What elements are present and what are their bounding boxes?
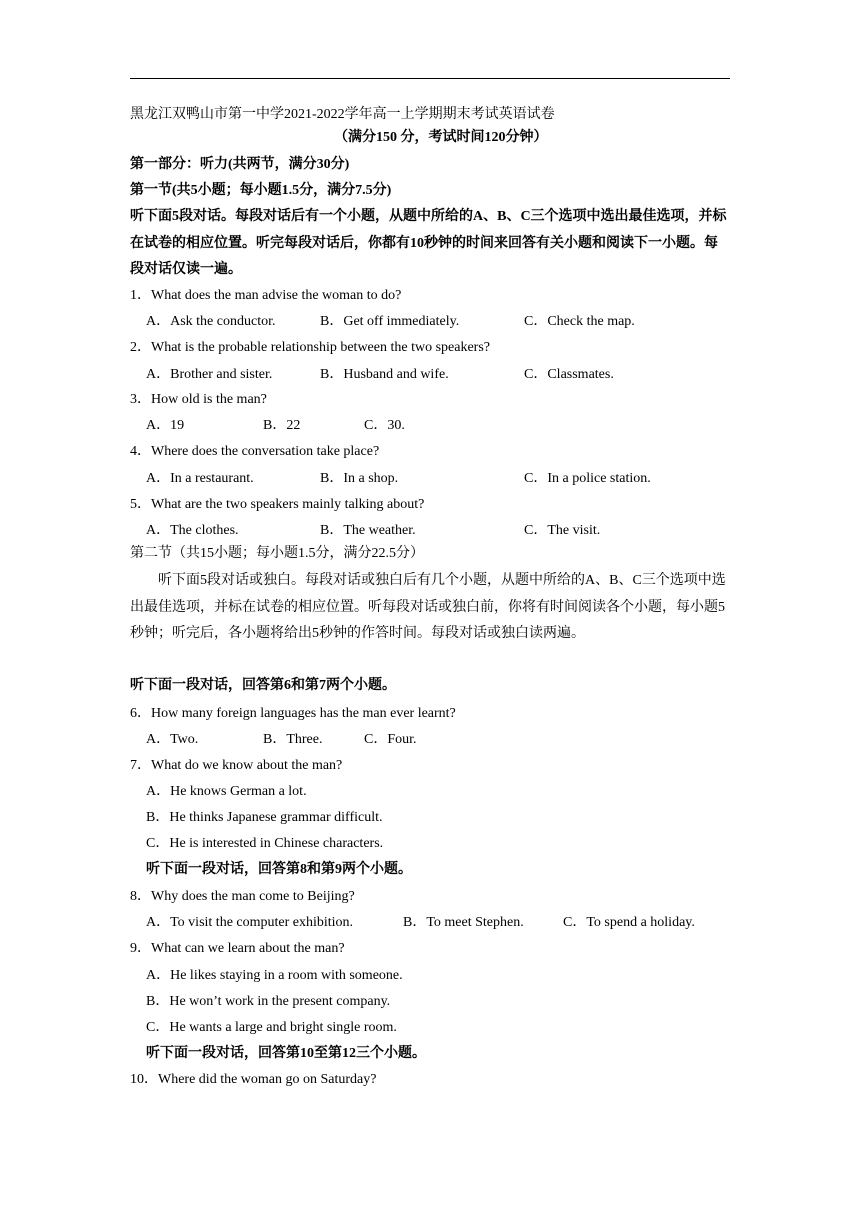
q5-option-a: A．The clothes. — [146, 523, 239, 538]
question-9: 9．What can we learn about the man? — [130, 941, 345, 956]
q6-option-b: B．Three. — [263, 732, 323, 747]
q3-option-c: C．30. — [364, 418, 405, 433]
q2-option-c: C．Classmates. — [524, 367, 614, 382]
q8-option-b: B．To meet Stephen. — [403, 915, 524, 930]
q6-option-c: C．Four. — [364, 732, 417, 747]
part1-heading: 第一部分：听力(共两节，满分30分) — [130, 157, 350, 172]
q8-option-c: C．To spend a holiday. — [563, 915, 695, 930]
q9-option-b: B．He won’t work in the present company. — [146, 994, 391, 1009]
q9-option-a: A．He likes staying in a room with someone. — [146, 968, 403, 983]
q3-option-b: B．22 — [263, 418, 301, 433]
question-3: 3．How old is the man? — [130, 392, 267, 407]
prompt-q6-7: 听下面一段对话，回答第6和第7两个小题。 — [130, 678, 396, 693]
question-8: 8．Why does the man come to Beijing? — [130, 889, 355, 904]
q9-option-c: C．He wants a large and bright single room. — [146, 1020, 397, 1035]
header-rule — [130, 78, 730, 79]
question-4: 4．Where does the conversation take place? — [130, 444, 380, 459]
question-1: 1．What does the man advise the woman to do? — [130, 288, 402, 303]
q2-option-b: B．Husband and wife. — [320, 367, 449, 382]
section2-heading: 第二节（共15小题；每小题1.5分，满分22.5分） — [130, 546, 424, 561]
question-10: 10．Where did the woman go on Saturday? — [130, 1072, 377, 1087]
question-6: 6．How many foreign languages has the man ever learnt? — [130, 706, 456, 721]
q5-option-b: B．The weather. — [320, 523, 416, 538]
question-7: 7．What do we know about the man? — [130, 758, 343, 773]
section2-instruction: 听下面5段对话或独白。每段对话或独白后有几个小题，从题中所给的A、B、C三个选项中选出最佳选项，并标在试卷的相应位置。听每段对话或独白前，你将有时间阅读各个小题，每小题5秒钟；听完后，各小题将给出5秒钟的作答时间。每段对话或独白读两遍。 — [130, 573, 726, 641]
prompt-q10-12: 听下面一段对话，回答第10至第12三个小题。 — [146, 1046, 426, 1061]
q7-option-c: C．He is interested in Chinese characters. — [146, 836, 384, 851]
q4-option-b: B．In a shop. — [320, 471, 399, 486]
question-2: 2．What is the probable relationship between the two speakers? — [130, 340, 490, 355]
q7-option-a: A．He knows German a lot. — [146, 784, 307, 799]
q8-option-a: A．To visit the computer exhibition. — [146, 915, 354, 930]
q2-option-a: A．Brother and sister. — [146, 367, 273, 382]
q1-option-c: C．Check the map. — [524, 314, 635, 329]
exam-subtitle: （满分150 分，考试时间120分钟） — [334, 130, 548, 145]
q1-option-a: A．Ask the conductor. — [146, 314, 276, 329]
question-5: 5．What are the two speakers mainly talking about? — [130, 497, 425, 512]
section1-instruction: 听下面5段对话。每段对话后有一个小题，从题中所给的A、B、C三个选项中选出最佳选项，并标在试卷的相应位置。听完每段对话后，你都有10秒钟的时间来回答有关小题和阅读下一小题。每段对话仅读一遍。 — [130, 209, 727, 277]
q6-option-a: A．Two. — [146, 732, 199, 747]
q7-option-b: B．He thinks Japanese grammar difficult. — [146, 810, 383, 825]
q5-option-c: C．The visit. — [524, 523, 601, 538]
q4-option-c: C．In a police station. — [524, 471, 651, 486]
section1-heading: 第一节(共5小题；每小题1.5分，满分7.5分) — [130, 183, 392, 198]
q1-option-b: B．Get off immediately. — [320, 314, 460, 329]
prompt-q8-9: 听下面一段对话，回答第8和第9两个小题。 — [146, 862, 412, 877]
q3-option-a: A．19 — [146, 418, 185, 433]
exam-title: 黑龙江双鸭山市第一中学2021-2022学年高一上学期期末考试英语试卷 — [130, 107, 555, 122]
q4-option-a: A．In a restaurant. — [146, 471, 254, 486]
